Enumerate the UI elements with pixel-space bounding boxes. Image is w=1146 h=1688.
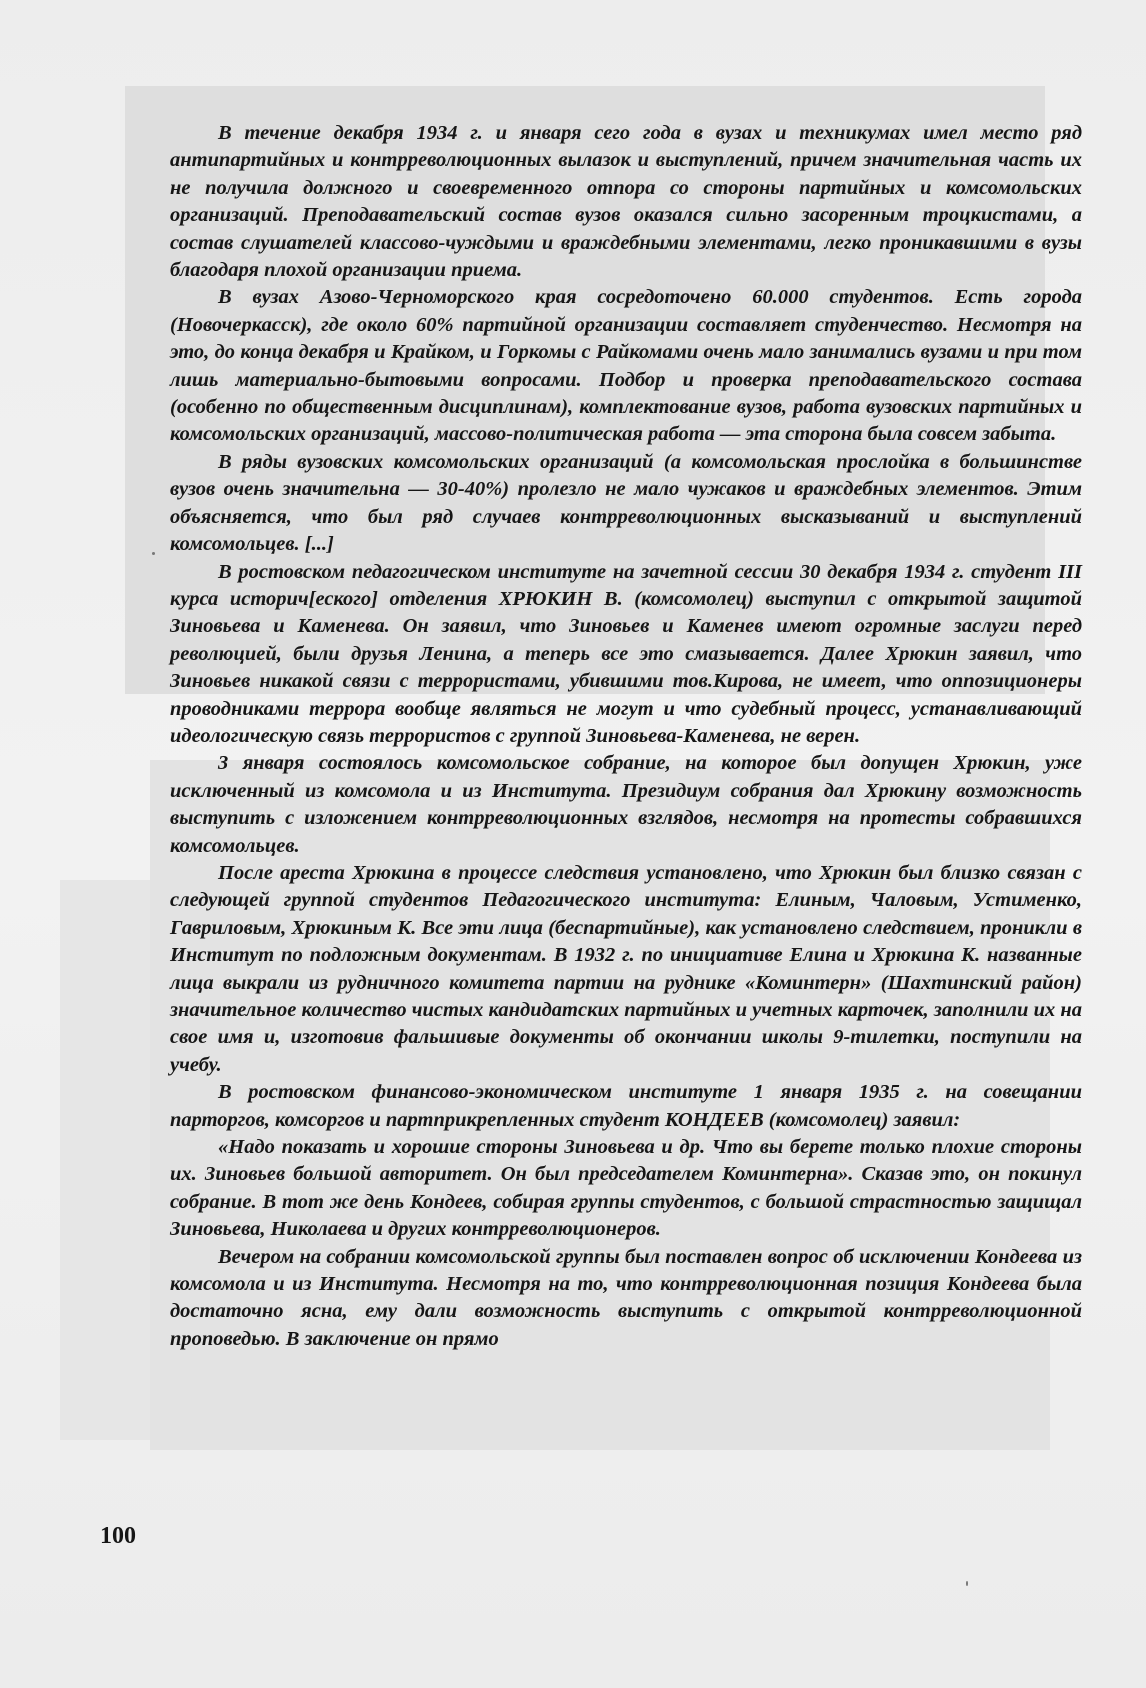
paragraph-5: 3 января состоялось комсомольское собрание, на которое был допущен Хрюкин, уже исключенный из комсомола и из Института. Президиум собрания дал Хрюкину возможность выступить с изложением контрреволюционных взглядов, несмотря на протесты собравшихся комсомольцев. <box>170 752 1082 857</box>
scan-speck <box>152 552 155 555</box>
page-number: 100 <box>100 1523 136 1549</box>
paragraph-1: В течение декабря 1934 г. и января сего года в вузах и техникумах имел место ряд антипартийных и контрреволюционных вылазок и выступлений, причем значительная часть их не получила должного и своевременного отпора со стороны партийных и комсомольских организаций. Преподавательский состав вузов оказался сильно засоренным троцкистами, а состав слушателей классово-чуждыми и враждебными элементами, легко проникавшими в вузы благодаря плохой организации приема. <box>170 122 1082 282</box>
paragraph-8: «Надо показать и хорошие стороны Зиновьева и др. Что вы берете только плохие стороны их. Зиновьев большой авторитет. Он был председателем Коминтерна». Сказав это, он покинул собрание. В тот же день Кондеев, собирая группы студентов, с большой страстностью защищал Зиновьева, Николаева и других контрреволюционеров. <box>170 1136 1082 1241</box>
paragraph-4: В ростовском педагогическом институте на зачетной сессии 30 декабря 1934 г. студент III курса историч[еского] отделения ХРЮКИН В. (комсомолец) выступил с открытой защитой Зиновьева и Каменева. Он заявил, что Зиновьев и Каменев имеют огромные заслуги перед революцией, были друзья Ленина, а теперь все это смазывается. Далее Хрюкин заявил, что Зиновьев никакой связи с террористами, убившими тов.Кирова, не имеет, что оппозиционеры проводниками террора вообще являться не могут и что судебный процесс, устанавливающий идеологическую связь террористов с группой Зиновьева-Каменева, не верен. <box>170 560 1082 747</box>
paragraph-6: После ареста Хрюкина в процессе следствия установлено, что Хрюкин был близко связан с следующей группой студентов Педагогического института: Елиным, Чаловым, Устименко, Гавриловым, Хрюкиным К. Все эти лица (беспартийные), как установлено следствием, проникли в Институт по подложным документам. В 1932 г. по инициативе Елина и Хрюкина К. названные лица выкрали из рудничного комитета партии на руднике «Коминтерн» (Шахтинский район) значительное количество чистых кандидатских партийных и учетных карточек, заполнили их на свое имя и, изготовив фальшивые документы об окончании школы 9-тилетки, поступили на учебу. <box>170 861 1082 1076</box>
body-text <box>170 120 1082 1353</box>
scan-speck <box>966 1581 968 1586</box>
paragraph-3: В ряды вузовских комсомольских организаций (а комсомольская прослойка в большинстве вузов очень значительна — 30-40%) пролезло не мало чужаков и враждебных элементов. Этим объясняется, что был ряд случаев контрреволюционных высказываний и выступлений комсомольцев. [...] <box>170 450 1082 556</box>
paragraph-7: В ростовском финансово-экономическом институте 1 января 1935 г. на совещании парторгов, комсоргов и партприкрепленных студент КОНДЕЕВ (комсомолец) заявил: <box>170 1081 1082 1131</box>
paragraph-2: В вузах Азово-Черноморского края сосредоточено 60.000 студентов. Есть города (Новочеркасск), где около 60% партийной организации составляет студенчество. Несмотря на это, до конца декабря и Крайком, и Горкомы с Райкомами очень мало занимались вузами и при том лишь материально-бытовыми вопросами. Подбор и проверка преподавательского состава (особенно по общественным дисциплинам), комплектование вузов, работа вузовских партийных и комсомольских организаций, массово-политическая работа — эта сторона была совсем забыта. <box>170 286 1082 446</box>
paragraph-9: Вечером на собрании комсомольской группы был поставлен вопрос об исключении Кондеева из комсомола и из Института. Несмотря на то, что контрреволюционная позиция Кондеева была достаточно ясна, ему дали возможность выступить с открытой контрреволюционной проповедью. В заключение он прямо <box>170 1245 1082 1350</box>
